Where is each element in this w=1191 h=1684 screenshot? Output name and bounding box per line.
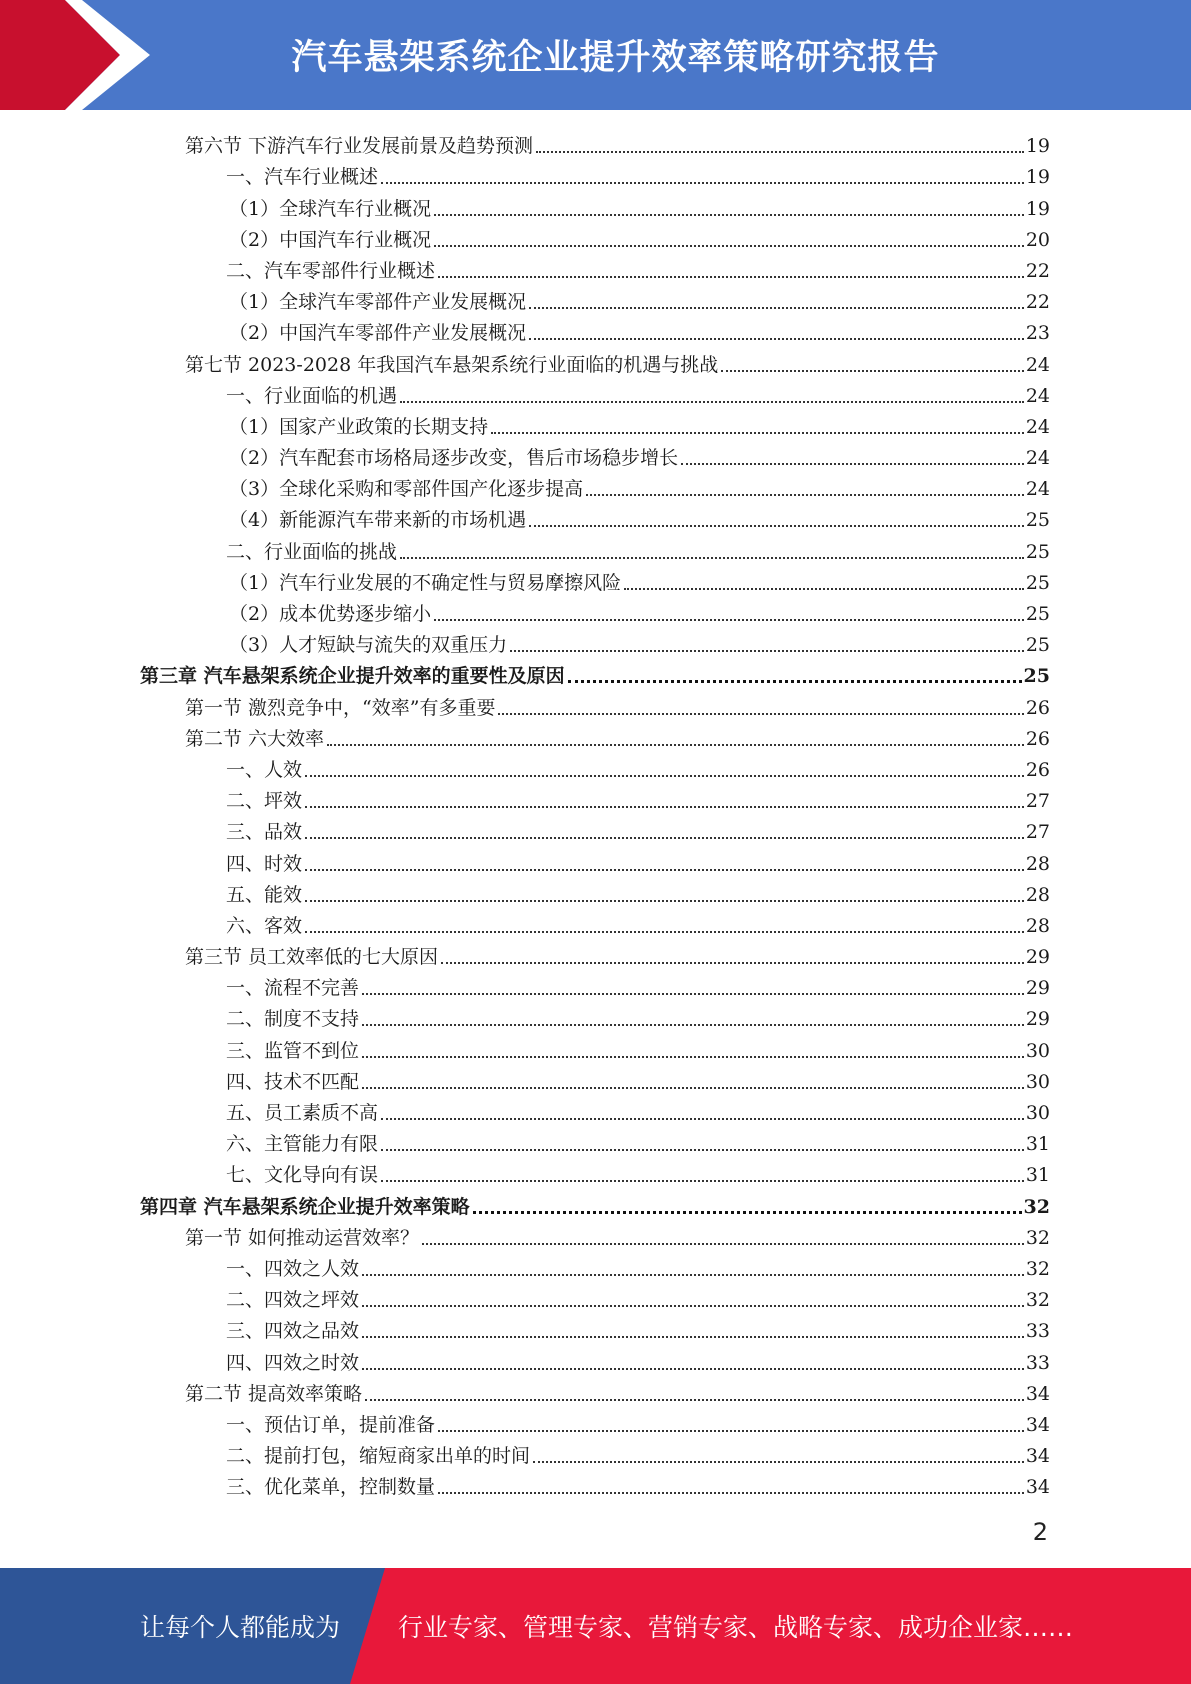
toc-entry-page: 34	[1025, 1476, 1050, 1499]
toc-entry-title: 二、汽车零部件行业概述	[226, 259, 436, 282]
toc-entry-page: 19	[1025, 166, 1050, 189]
toc-entry-page: 28	[1025, 883, 1050, 906]
toc-dot-leader	[362, 1087, 1024, 1089]
toc-entry-title: （3）全球化采购和零部件国产化逐步提高	[229, 478, 584, 501]
toc-entry[interactable]	[140, 720, 1050, 751]
toc-entry-title: 七、文化导向有误	[226, 1164, 379, 1187]
toc-entry[interactable]	[140, 876, 1050, 907]
toc-entry-title: （4）新能源汽车带来新的市场机遇	[229, 509, 527, 532]
toc-entry[interactable]	[140, 1437, 1050, 1468]
toc-dot-leader	[438, 276, 1024, 278]
toc-entry[interactable]	[140, 470, 1050, 501]
toc-entry-title: 第四章 汽车悬架系统企业提升效率策略	[140, 1195, 470, 1218]
toc-entry[interactable]	[140, 158, 1050, 189]
toc-entry-page: 29	[1025, 1008, 1050, 1031]
toc-entry[interactable]	[140, 283, 1050, 314]
toc-entry[interactable]	[140, 1468, 1050, 1499]
toc-dot-leader	[422, 1243, 1024, 1245]
toc-entry[interactable]	[140, 1375, 1050, 1406]
toc-entry[interactable]	[140, 1406, 1050, 1437]
toc-dot-leader	[305, 869, 1024, 871]
toc-dot-leader	[498, 713, 1023, 715]
toc-dot-leader	[473, 1211, 1022, 1214]
toc-entry-title: 一、四效之人效	[226, 1257, 360, 1280]
toc-entry-page: 23	[1025, 322, 1050, 345]
toc-entry-title: 四、四效之时效	[226, 1351, 360, 1374]
toc-entry-title: 一、预估订单，提前准备	[226, 1413, 436, 1436]
toc-dot-leader	[624, 588, 1024, 590]
toc-entry[interactable]	[140, 408, 1050, 439]
toc-entry-title: 第三节 员工效率低的七大原因	[185, 946, 439, 969]
toc-entry-title: 三、品效	[226, 821, 303, 844]
toc-dot-leader	[434, 214, 1024, 216]
toc-dot-leader	[721, 370, 1024, 372]
toc-dot-leader	[510, 650, 1024, 652]
toc-entry-page: 28	[1025, 914, 1050, 937]
toc-entry-page: 31	[1025, 1133, 1050, 1156]
toc-entry[interactable]	[140, 782, 1050, 813]
toc-entry[interactable]	[140, 314, 1050, 345]
toc-entry-title: 二、行业面临的挑战	[226, 540, 398, 563]
toc-dot-leader	[305, 837, 1024, 839]
toc-dot-leader	[305, 931, 1024, 933]
toc-entry-title: （3）人才短缺与流失的双重压力	[229, 634, 508, 657]
toc-entry-title: 第二节 提高效率策略	[185, 1382, 363, 1405]
toc-entry-page: 25	[1025, 603, 1050, 625]
toc-entry-title: 一、汽车行业概述	[226, 166, 379, 189]
toc-entry[interactable]	[140, 626, 1050, 657]
toc-entry[interactable]	[140, 1187, 1050, 1218]
toc-entry-title: 四、技术不匹配	[226, 1070, 360, 1093]
toc-entry-title: 第七节 2023-2028 年我国汽车悬架系统行业面临的机遇与挑战	[185, 353, 719, 376]
toc-entry-title: 二、四效之坪效	[226, 1289, 360, 1312]
toc-dot-leader	[362, 1305, 1024, 1307]
toc-dot-leader	[434, 245, 1024, 247]
toc-entry[interactable]	[140, 844, 1050, 875]
toc-entry-page: 24	[1025, 353, 1050, 376]
toc-dot-leader	[362, 1336, 1024, 1338]
toc-entry-title: （1）汽车行业发展的不确定性与贸易摩擦风险	[229, 571, 622, 594]
toc-entry-page: 27	[1025, 790, 1050, 813]
toc-entry-page: 30	[1025, 1070, 1050, 1093]
footer-slogan-right: 行业专家、管理专家、营销专家、战略专家、成功企业家……	[398, 1613, 1074, 1642]
toc-dot-leader	[400, 401, 1024, 403]
toc-entry[interactable]	[140, 221, 1050, 252]
footer-slogan-left: 让每个人都能成为	[140, 1613, 341, 1642]
toc-entry-page: 31	[1025, 1164, 1050, 1187]
toc-entry-page: 25	[1025, 571, 1050, 594]
toc-dot-leader	[400, 557, 1024, 559]
toc-entry-title: 二、提前打包，缩短商家出单的时间	[226, 1445, 531, 1468]
toc-entry[interactable]	[140, 1156, 1050, 1187]
toc-entry-page: 32	[1025, 1289, 1050, 1312]
toc-entry-page: 32	[1025, 1226, 1050, 1249]
toc-entry[interactable]	[140, 377, 1050, 408]
toc-dot-leader	[529, 307, 1024, 309]
toc-dot-leader	[381, 1180, 1024, 1182]
toc-entry-title: 二、坪效	[226, 790, 303, 813]
toc-entry-page: 26	[1025, 758, 1050, 781]
toc-entry[interactable]	[140, 595, 1050, 626]
toc-entry-title: 第三章 汽车悬架系统企业提升效率的重要性及原因	[140, 665, 565, 688]
toc-dot-leader	[362, 1274, 1024, 1276]
toc-entry[interactable]	[140, 813, 1050, 844]
toc-dot-leader	[529, 525, 1024, 527]
toc-entry-title: （2）成本优势逐步缩小	[229, 603, 432, 625]
page-header	[0, 0, 1191, 110]
report-title: 汽车悬架系统企业提升效率策略研究报告	[291, 38, 940, 78]
toc-entry-title: 三、监管不到位	[226, 1039, 360, 1062]
toc-entry[interactable]	[140, 1312, 1050, 1343]
toc-entry-title: （1）全球汽车零部件产业发展概况	[229, 291, 527, 314]
toc-entry-title: 第一节 激烈竞争中，“效率”有多重要	[185, 696, 496, 719]
toc-dot-leader	[362, 1368, 1024, 1370]
toc-entry-page: 29	[1025, 946, 1050, 969]
toc-entry[interactable]	[140, 127, 1050, 158]
toc-dot-leader	[362, 993, 1024, 995]
toc-entry-page: 34	[1025, 1413, 1050, 1436]
toc-entry[interactable]	[140, 907, 1050, 938]
toc-dot-leader	[362, 1056, 1024, 1058]
toc-dot-leader	[681, 463, 1024, 465]
toc-entry[interactable]	[140, 1063, 1050, 1094]
toc-entry-title: （2）中国汽车零部件产业发展概况	[229, 322, 527, 345]
page-number: 2	[1032, 1518, 1048, 1546]
toc-entry-title: 第一节 如何推动运营效率？	[185, 1226, 420, 1249]
toc-dot-leader	[362, 1024, 1024, 1026]
toc-entry-page: 33	[1025, 1351, 1050, 1374]
toc-entry-page: 26	[1025, 696, 1050, 719]
toc-dot-leader	[381, 1118, 1024, 1120]
toc-entry[interactable]	[140, 751, 1050, 782]
toc-dot-leader	[529, 338, 1024, 340]
toc-dot-leader	[441, 962, 1024, 964]
toc-entry[interactable]	[140, 564, 1050, 595]
toc-entry[interactable]	[140, 189, 1050, 220]
toc-entry-title: 一、行业面临的机遇	[226, 384, 398, 407]
toc-entry[interactable]	[140, 1000, 1050, 1031]
toc-entry-page: 33	[1025, 1320, 1050, 1343]
toc-entry-page: 34	[1025, 1382, 1050, 1405]
toc-entry-title: （2）汽车配套市场格局逐步改变，售后市场稳步增长	[229, 447, 679, 470]
toc-entry-page: 25	[1025, 634, 1050, 657]
toc-entry-page: 19	[1025, 135, 1050, 158]
toc-entry-page: 24	[1025, 478, 1050, 501]
table-of-contents	[140, 127, 1050, 1499]
toc-dot-leader	[327, 744, 1024, 746]
toc-entry-page: 29	[1025, 977, 1050, 1000]
toc-entry-title: 六、主管能力有限	[226, 1133, 379, 1156]
toc-entry[interactable]	[140, 1250, 1050, 1281]
toc-entry-page: 22	[1025, 259, 1050, 282]
toc-dot-leader	[536, 151, 1024, 153]
toc-dot-leader	[533, 1461, 1024, 1463]
toc-dot-leader	[438, 1492, 1024, 1494]
toc-dot-leader	[568, 680, 1022, 683]
toc-entry-page: 28	[1025, 852, 1050, 875]
toc-dot-leader	[305, 900, 1024, 902]
toc-entry-page: 25	[1025, 509, 1050, 532]
toc-dot-leader	[381, 1149, 1024, 1151]
toc-entry[interactable]	[140, 1343, 1050, 1374]
toc-dot-leader	[305, 806, 1024, 808]
toc-entry[interactable]	[140, 252, 1050, 283]
toc-entry-page: 19	[1025, 197, 1050, 220]
header-arrow-decoration	[0, 0, 150, 110]
toc-entry-title: 六、客效	[226, 914, 303, 937]
toc-entry-page: 30	[1025, 1039, 1050, 1062]
toc-entry-title: 四、时效	[226, 852, 303, 875]
toc-entry-title: 三、优化菜单，控制数量	[226, 1476, 436, 1499]
toc-entry[interactable]	[140, 1031, 1050, 1062]
page-footer	[0, 1568, 1191, 1684]
toc-entry-page: 32	[1023, 1195, 1050, 1218]
toc-entry-title: 三、四效之品效	[226, 1320, 360, 1343]
toc-entry-title: （1）国家产业政策的长期支持	[229, 415, 489, 438]
toc-entry[interactable]	[140, 657, 1050, 688]
toc-entry-page: 24	[1025, 384, 1050, 407]
toc-dot-leader	[305, 775, 1024, 777]
toc-entry[interactable]	[140, 938, 1050, 969]
toc-dot-leader	[381, 182, 1024, 184]
toc-entry-page: 22	[1025, 291, 1050, 314]
toc-entry[interactable]	[140, 688, 1050, 719]
toc-entry[interactable]	[140, 532, 1050, 563]
toc-entry-page: 30	[1025, 1102, 1050, 1124]
toc-dot-leader	[434, 619, 1024, 621]
toc-entry-page: 24	[1025, 415, 1050, 438]
toc-entry[interactable]	[140, 345, 1050, 376]
toc-entry-title: （1）全球汽车行业概况	[229, 197, 432, 220]
toc-dot-leader	[586, 494, 1024, 496]
toc-entry-title: 五、能效	[226, 883, 303, 906]
toc-entry[interactable]	[140, 1125, 1050, 1156]
toc-entry-page: 26	[1025, 727, 1050, 750]
toc-entry-page: 32	[1025, 1257, 1050, 1280]
toc-entry-page: 27	[1025, 821, 1050, 844]
toc-entry[interactable]	[140, 439, 1050, 470]
toc-entry[interactable]	[140, 1281, 1050, 1312]
toc-entry-page: 25	[1023, 665, 1050, 688]
toc-entry-title: （2）中国汽车行业概况	[229, 228, 432, 251]
toc-entry[interactable]	[140, 1094, 1050, 1125]
toc-entry-title: 二、制度不支持	[226, 1008, 360, 1031]
toc-entry[interactable]	[140, 501, 1050, 532]
toc-entry-page: 25	[1025, 540, 1050, 563]
toc-entry-title: 一、人效	[226, 758, 303, 781]
toc-entry[interactable]	[140, 1219, 1050, 1250]
toc-entry[interactable]	[140, 969, 1050, 1000]
toc-entry-title: 一、流程不完善	[226, 977, 360, 1000]
toc-entry-title: 第二节 六大效率	[185, 727, 325, 750]
toc-entry-title: 五、员工素质不高	[226, 1102, 379, 1124]
toc-entry-page: 20	[1025, 228, 1050, 251]
toc-dot-leader	[438, 1430, 1024, 1432]
toc-entry-page: 34	[1025, 1445, 1050, 1468]
toc-dot-leader	[365, 1399, 1024, 1401]
toc-entry-page: 24	[1025, 447, 1050, 470]
toc-dot-leader	[491, 432, 1024, 434]
toc-entry-title: 第六节 下游汽车行业发展前景及趋势预测	[185, 135, 534, 158]
